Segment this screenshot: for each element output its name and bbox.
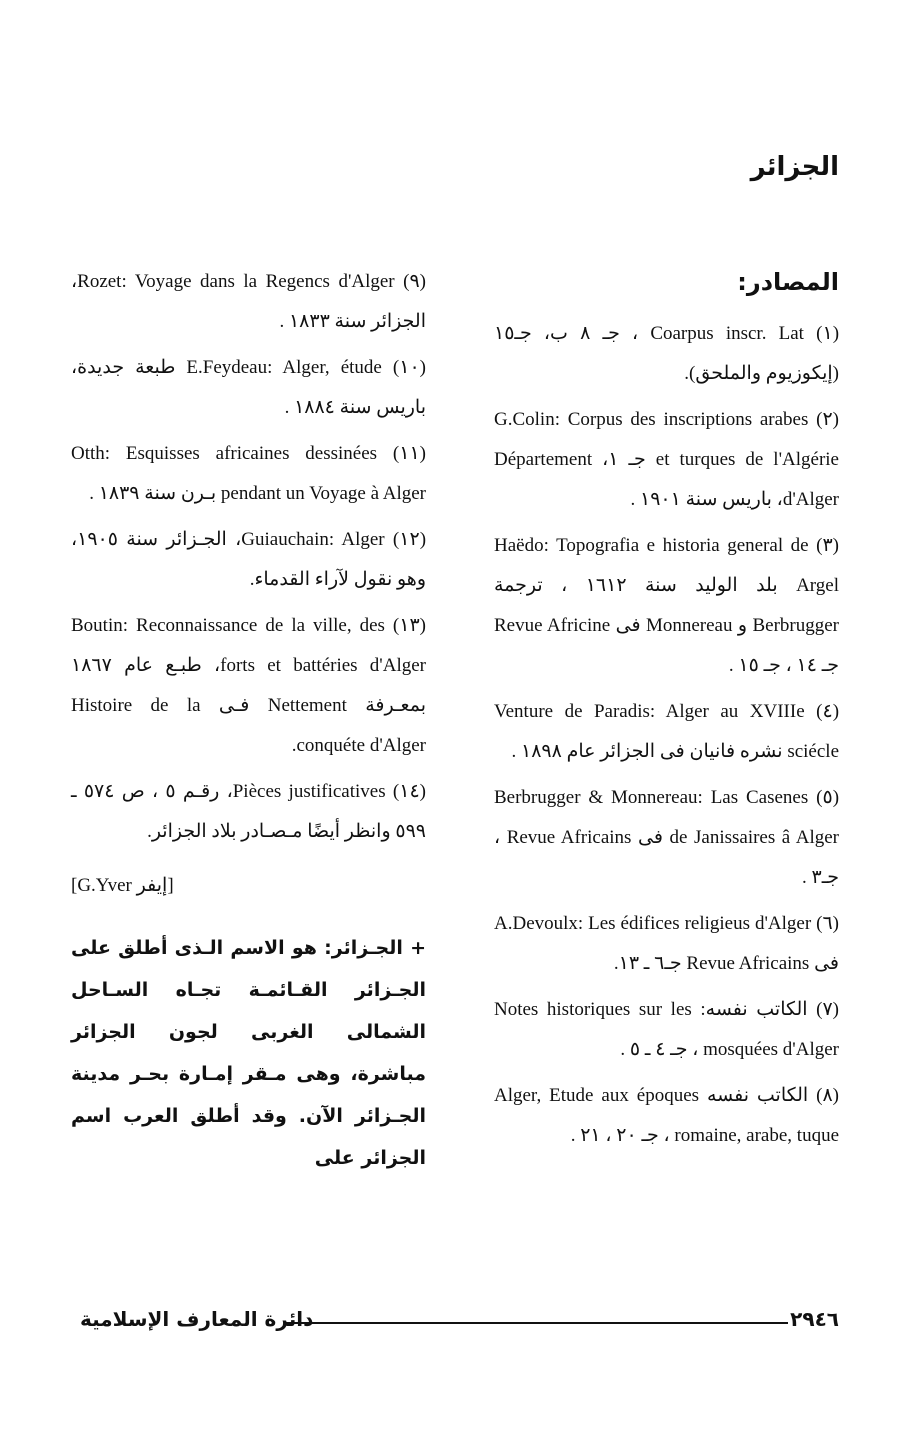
source-entry: (٤) Venture de Paradis: Alger au XVIIIe sciécle نشره فانيان فى الجزائر عام ١٨٩٨ .	[494, 701, 840, 762]
footer-divider	[285, 1322, 788, 1324]
source-entry: (١٢) Guiauchain: Alger، الجـزائر سنة ١٩٠٥، وهو نقول لآراء القدماء.	[71, 529, 427, 590]
source-entry: (٢) G.Colin: Corpus des inscriptions arabes et turques de l'Algérie جـ ١، Département d'Alger، باريس سنة ١٩٠١ .	[494, 409, 839, 510]
sources-column-right	[494, 262, 839, 1162]
page-header-title: الجزائر	[750, 152, 839, 182]
source-entry: (١) Coarpus inscr. Lat ، جـ ٨ ب، جـ١٥ (إيكوزيوم والملحق).	[494, 323, 840, 384]
source-entry: (٦) A.Devoulx: Les édifices religieus d'Alger فى Revue Africains جـ٦ ـ ١٣.	[494, 913, 839, 974]
publication-title: دائرة المعارف الإسلامية	[80, 1307, 314, 1331]
source-entry: (١١) Otth: Esquisses africaines dessinées pendant un Voyage à Alger بـرن سنة ١٨٣٩ .	[71, 443, 426, 504]
source-entry: (٣) Haëdo: Topografia e historia general de Argel بلد الوليد سنة ١٦١٢ ، ترجمة Berbrugger و Monnereau فى Revue Africine جـ ١٤ ، جـ ١٥ .	[494, 535, 839, 676]
source-entry: (١٠) E.Feydeau: Alger, étude طبعة جديدة، باريس سنة ١٨٨٤ .	[71, 357, 426, 418]
article-body-paragraph: + الجـزائر: هو الاسم الـذى أطلق على الجـزائر القـائمـة تجـاه السـاحل الشمالى الغربى لجون الجزائر مباشرة، وهى مـقر إمـارة بحـر مدينة الجـزائر الآن. وقد أطلق العرب اسم الجزائر على	[71, 937, 426, 1169]
source-entry: (١٣) Boutin: Reconnaissance de la ville, des forts et battéries d'Alger، طبـع عام ١٨٦٧ بمعـرفة Nettement فـى Histoire de la conquéte d'Alger.	[71, 615, 426, 756]
source-entry: (٧) الكاتب نفسه: Notes historiques sur les mosquées d'Alger ، جـ ٤ ـ ٥ .	[494, 999, 839, 1060]
article-author: [G.Yver إيفر]	[71, 875, 174, 896]
page-number: ٢٩٤٦	[790, 1307, 839, 1331]
source-entry: (١٤) Pièces justificatives، رقـم ٥ ، ص ٥٧٤ ـ ٥٩٩ وانظر أيضًا مـصـادر بلاد الجزائر.	[71, 781, 426, 842]
source-entry: (٥) Berbrugger & Monnereau: Las Casenes de Janissaires â Alger فى Revue Africains ، جـ٣ .	[494, 787, 840, 888]
source-entry: (٨) الكاتب نفسه Alger, Etude aux époques romaine, arabe, tuque ، جـ ٢٠ ، ٢١ .	[494, 1085, 839, 1146]
sources-column-left	[71, 262, 426, 1179]
sources-heading: المصادر:	[737, 268, 839, 296]
source-entry: (٩) Rozet: Voyage dans la Regencs d'Alger، الجزائر سنة ١٨٣٣ .	[71, 271, 426, 332]
